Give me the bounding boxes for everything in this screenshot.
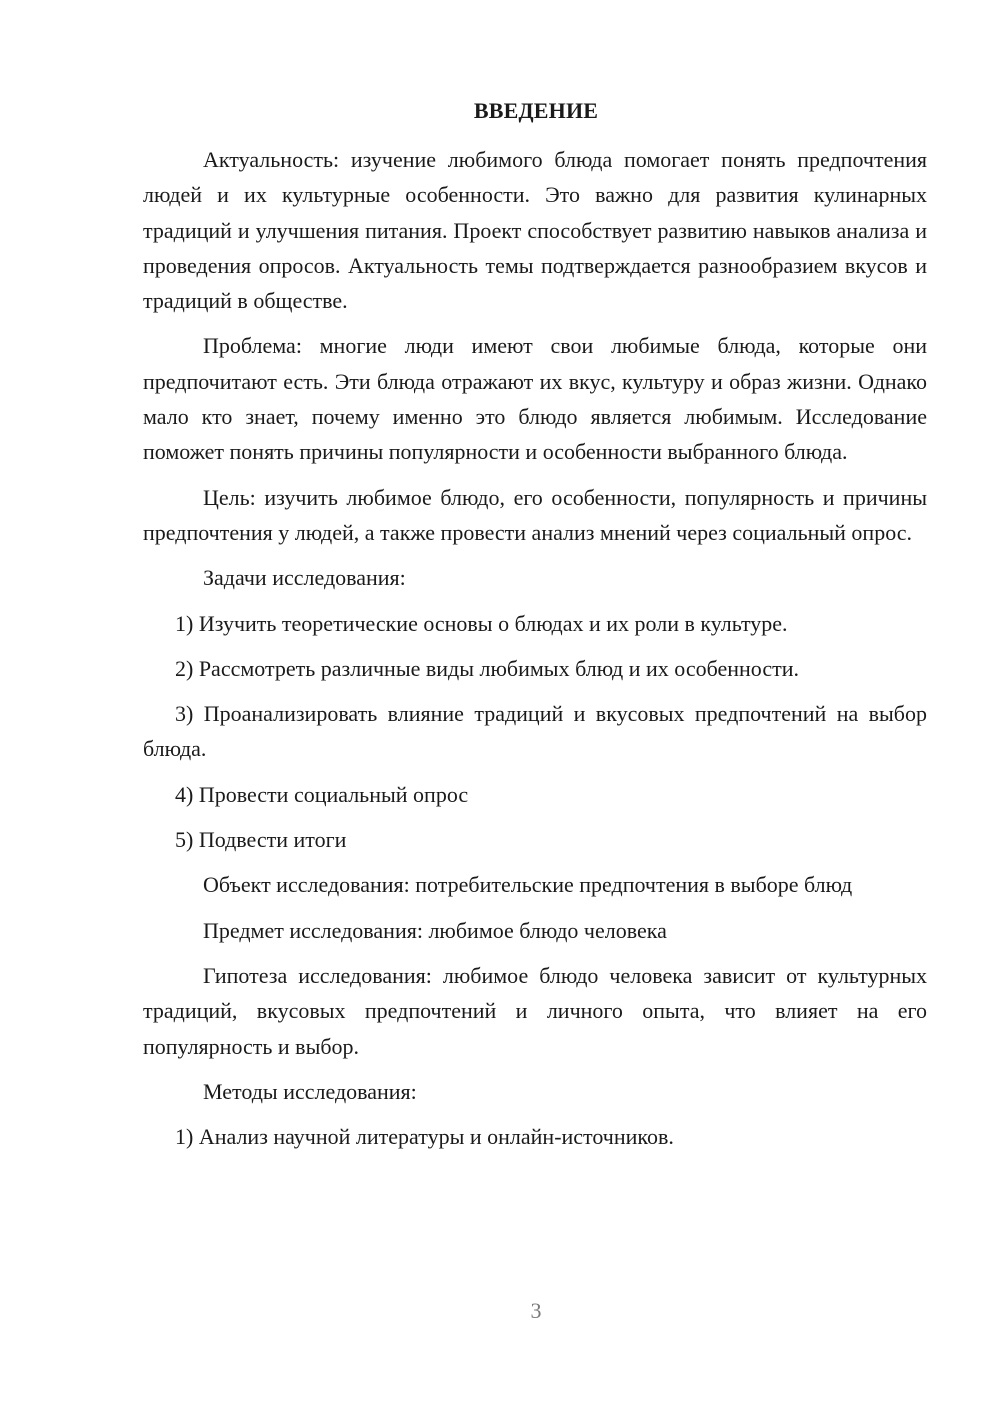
document-body — [143, 142, 927, 1164]
task-item: 1) Изучить теоретические основы о блюдах и их роли в культуре. — [175, 610, 788, 636]
paragraph-object: Объект исследования: потребительские предпочтения в выборе блюд — [203, 872, 853, 898]
paragraph-subject: Предмет исследования: любимое блюдо человека — [203, 917, 667, 943]
task-item: 4) Провести социальный опрос — [175, 781, 469, 807]
paragraph-problem: Проблема: многие люди имеют свои любимые блюда, которые они предпочитают есть. Эти блюда отражают их вкус, культуру и образ жизни. Однако мало кто знает, почему именно это блюдо является любимым. Исследование поможет понять причины популярности и особенности выбранного блюда. — [143, 333, 927, 465]
task-item: 2) Рассмотреть различные виды любимых блюд и их особенности. — [175, 655, 800, 681]
method-item: 1) Анализ научной литературы и онлайн-источников. — [175, 1124, 674, 1150]
paragraph-goal: Цель: изучить любимое блюдо, его особенности, популярность и причины предпочтения у людей, а также провести анализ мнений через социальный опрос. — [143, 484, 927, 545]
paragraph-hypothesis: Гипотеза исследования: любимое блюдо человека зависит от культурных традиций, вкусовых предпочтений и личного опыта, что влияет на его популярность и выбор. — [143, 962, 927, 1059]
methods-heading: Методы исследования: — [203, 1078, 417, 1104]
task-item: 3) Проанализировать влияние традиций и вкусовых предпочтений на выбор блюда. — [143, 701, 927, 762]
paragraph-relevance: Актуальность: изучение любимого блюда помогает понять предпочтения людей и их культурные особенности. Это важно для развития кулинарных традиций и улучшения питания. Проект способствует развитию навыков анализа и проведения опросов. Актуальность темы подтверждается разнообразием вкусов и традиций в обществе. — [143, 147, 927, 314]
tasks-heading: Задачи исследования: — [203, 565, 406, 591]
page-number: 3 — [530, 1298, 542, 1323]
section-title: ВВЕДЕНИЕ — [473, 98, 599, 123]
task-item: 5) Подвести итоги — [175, 827, 347, 853]
